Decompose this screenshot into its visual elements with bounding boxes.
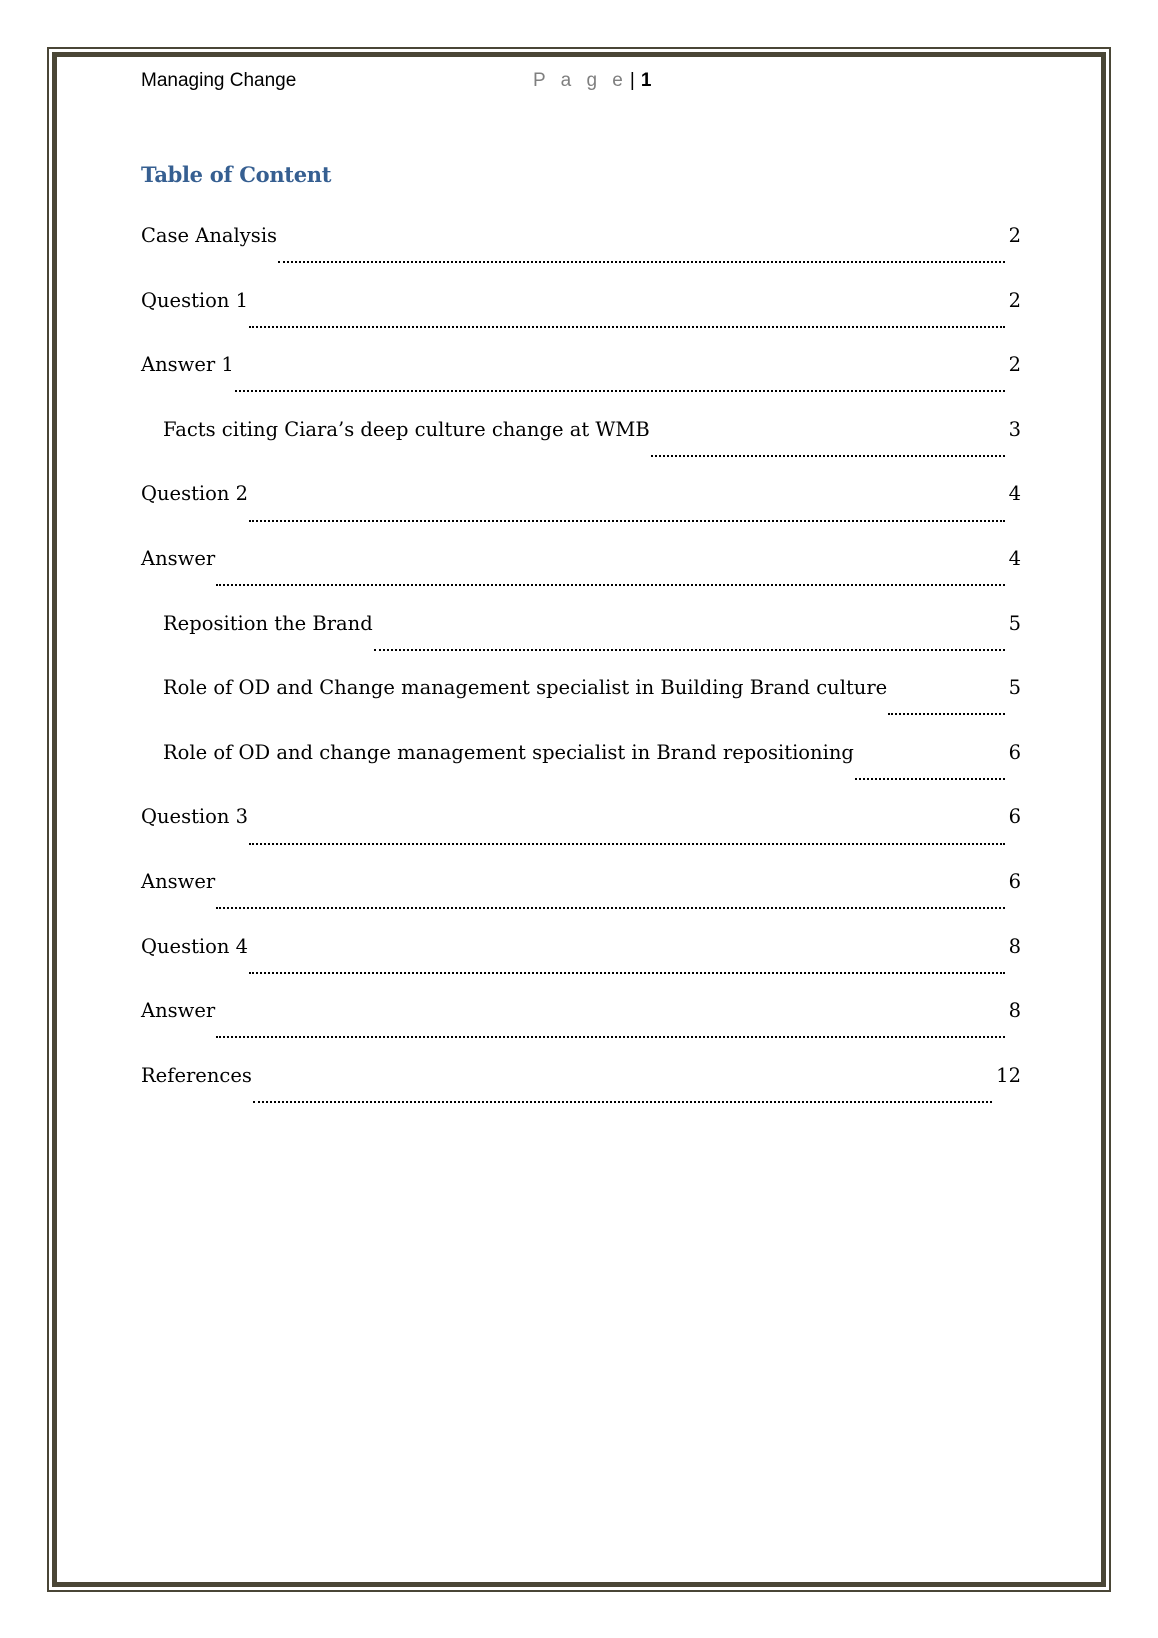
toc-dot-leader [249, 841, 1005, 845]
toc-dot-leader [235, 388, 1005, 392]
toc-entry-page[interactable]: 6 [1008, 805, 1021, 829]
toc-dot-leader [651, 453, 1005, 457]
toc-entry-text[interactable]: Answer [141, 999, 216, 1023]
table-of-contents [141, 224, 1021, 1128]
toc-entry[interactable] [141, 999, 1021, 1064]
toc-dot-leader [249, 518, 1005, 522]
toc-dot-leader [249, 324, 1005, 328]
toc-entry-text[interactable]: Answer [141, 546, 216, 570]
toc-dot-leader [216, 905, 1004, 909]
toc-entry[interactable] [141, 676, 1021, 741]
toc-entry-text[interactable]: Question 4 [141, 934, 249, 958]
toc-entry-text[interactable]: Role of OD and Change management specialist in Building Brand culture [163, 676, 888, 700]
toc-entry-text[interactable]: Role of OD and change management specialist in Brand repositioning [163, 740, 854, 764]
toc-entry-text[interactable]: Case Analysis [141, 224, 278, 247]
toc-entry[interactable] [141, 935, 1021, 1000]
toc-entry[interactable] [141, 870, 1021, 935]
toc-dot-leader [249, 970, 1005, 974]
toc-entry[interactable] [141, 612, 1021, 677]
toc-entry-page[interactable]: 8 [1008, 999, 1021, 1023]
toc-entry[interactable] [141, 224, 1021, 289]
toc-entry-page[interactable]: 4 [1008, 546, 1021, 570]
toc-dot-leader [253, 1099, 992, 1103]
toc-entry-page[interactable]: 2 [1008, 353, 1021, 377]
toc-entry-page[interactable]: 8 [1008, 934, 1021, 958]
toc-entry-text[interactable]: Question 3 [141, 805, 249, 829]
toc-entry-text[interactable]: Answer 1 [141, 353, 234, 377]
toc-entry[interactable] [141, 805, 1021, 870]
toc-dot-leader [278, 259, 1005, 263]
toc-dot-leader [216, 1034, 1004, 1038]
toc-entry-page[interactable]: 6 [1008, 869, 1021, 893]
toc-entry-page[interactable]: 2 [1008, 224, 1021, 247]
toc-entry-page[interactable]: 4 [1008, 482, 1021, 506]
toc-entry-text[interactable]: Reposition the Brand [163, 611, 373, 635]
toc-entry-text[interactable]: Question 1 [141, 288, 249, 312]
document-title: Managing Change [141, 70, 297, 91]
page-indicator [533, 70, 651, 92]
toc-dot-leader [855, 776, 1005, 780]
toc-dot-leader [216, 582, 1004, 586]
toc-entry-text[interactable]: Question 2 [141, 482, 249, 506]
toc-entry-text[interactable]: References [141, 1063, 252, 1087]
toc-entry[interactable] [141, 741, 1021, 806]
toc-entry[interactable] [141, 1064, 1021, 1129]
toc-entry-page[interactable]: 2 [1008, 288, 1021, 312]
toc-entry-text[interactable]: Facts citing Ciara’s deep culture change at WMB [163, 417, 650, 441]
toc-dot-leader [374, 647, 1005, 651]
page-label: P a g e [533, 70, 628, 91]
toc-entry-page[interactable]: 3 [1008, 417, 1021, 441]
toc-entry-page[interactable]: 6 [1008, 740, 1021, 764]
page-separator: | [629, 70, 635, 91]
toc-entry-page[interactable]: 12 [996, 1063, 1021, 1087]
toc-entry[interactable] [141, 353, 1021, 418]
toc-entry[interactable] [141, 289, 1021, 354]
toc-entry-page[interactable]: 5 [1008, 676, 1021, 700]
page-number: 1 [640, 70, 652, 91]
toc-entry-text[interactable]: Answer [141, 869, 216, 893]
toc-entry[interactable] [141, 418, 1021, 483]
toc-entry[interactable] [141, 547, 1021, 612]
toc-entry-page[interactable]: 5 [1008, 611, 1021, 635]
toc-dot-leader [888, 711, 1004, 715]
toc-heading: Table of Content [141, 162, 332, 187]
page-header [141, 68, 1021, 98]
toc-entry[interactable] [141, 482, 1021, 547]
